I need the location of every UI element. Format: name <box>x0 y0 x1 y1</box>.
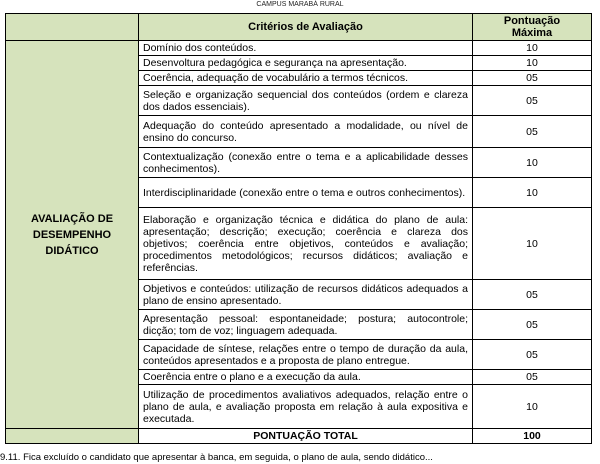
header-blank-cell <box>6 14 139 41</box>
total-label: PONTUAÇÃO TOTAL <box>139 429 473 444</box>
table-row <box>6 41 592 56</box>
score-cell: 05 <box>473 116 592 148</box>
score-cell: 10 <box>473 41 592 56</box>
criterion-cell: Objetivos e conteúdos: utilização de recursos didáticos adequados a plano de ensino apresentado. <box>139 280 473 310</box>
criterion-cell: Capacidade de síntese, relações entre o tempo de duração da aula, conteúdos apresentados e a proposta de plano entregue. <box>139 340 473 370</box>
footnote-text: 9.11. Fica excluído o candidato que apresentar à banca, em seguida, o plano de aula, sendo didático... <box>0 452 433 463</box>
evaluation-rubric-table <box>5 13 592 444</box>
criterion-cell: Interdisciplinaridade (conexão entre o tema e outros conhecimentos). <box>139 178 473 208</box>
criterion-cell: Coerência, adequação de vocabulário a termos técnicos. <box>139 71 473 86</box>
total-value: 100 <box>473 429 592 444</box>
max-score-header-line1: Pontuação <box>503 15 561 27</box>
score-cell: 05 <box>473 310 592 340</box>
score-cell: 05 <box>473 370 592 385</box>
max-score-column-header <box>473 14 592 41</box>
criterion-cell: Domínio dos conteúdos. <box>139 41 473 56</box>
criterion-cell: Elaboração e organização técnica e didática do plano de aula: apresentação; descrição; execução; coerência e clareza dos objetivos; coerência entre objetivos, conteúdos e avaliação; procedimentos metodológicos; recursos didáticos; avaliação e referências. <box>139 208 473 280</box>
criterion-cell: Coerência entre o plano e a execução da aula. <box>139 370 473 385</box>
score-cell: 10 <box>473 385 592 429</box>
score-cell: 05 <box>473 280 592 310</box>
group-label-line2: DESEMPENHO <box>32 228 112 241</box>
criteria-column-header: Critérios de Avaliação <box>139 14 473 41</box>
score-cell: 05 <box>473 71 592 86</box>
score-cell: 05 <box>473 86 592 116</box>
total-row <box>6 429 592 444</box>
score-cell: 10 <box>473 56 592 71</box>
group-label-line3: DIDÁTICO <box>45 244 99 257</box>
table-header-row <box>6 14 592 41</box>
group-label-cell <box>6 41 139 429</box>
criterion-cell: Desenvoltura pedagógica e segurança na apresentação. <box>139 56 473 71</box>
criterion-cell: Apresentação pessoal: espontaneidade; postura; autocontrole; dicção; tom de voz; linguagem adequada. <box>139 310 473 340</box>
criterion-cell: Contextualização (conexão entre o tema e a aplicabilidade desses conhecimentos). <box>139 148 473 178</box>
criterion-cell: Seleção e organização sequencial dos conteúdos (ordem e clareza dos dados essenciais). <box>139 86 473 116</box>
score-cell: 10 <box>473 148 592 178</box>
criterion-cell: Utilização de procedimentos avaliativos adequados, relação entre o plano de aula, e avaliação proposta em relação à aula expositiva e executada. <box>139 385 473 429</box>
criterion-cell: Adequação do conteúdo apresentado a modalidade, ou nível de ensino do concurso. <box>139 116 473 148</box>
score-cell: 05 <box>473 340 592 370</box>
group-label-line1: AVALIAÇÃO DE <box>30 212 114 225</box>
score-cell: 10 <box>473 208 592 280</box>
campus-header: CAMPUS MARABÁ RURAL <box>256 1 344 8</box>
total-blank-cell <box>6 429 139 444</box>
score-cell: 10 <box>473 178 592 208</box>
max-score-header-line2: Máxima <box>511 27 553 39</box>
